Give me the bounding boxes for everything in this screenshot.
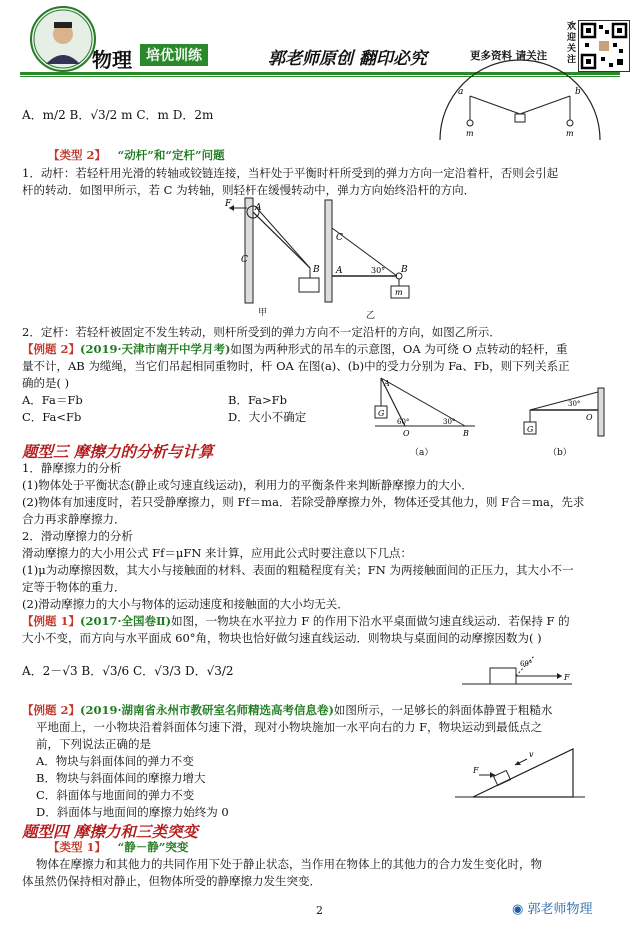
type2-label: 【类型 2】 — [48, 148, 107, 162]
ex31-stem: 如图，一物块在水平拉力 F 的作用下沿水平桌面做匀速直线运动．若保持 F 的 — [171, 614, 570, 628]
page-header — [0, 0, 640, 80]
ex31-label: 【例题 1】 — [22, 614, 81, 628]
s3-line-3a: (2)物体有加速度时，若只受静摩擦力，则 Ff＝ma．若除受静摩擦力外，物体还受其他力，则 F合＝ma，先求 — [22, 495, 585, 509]
para-moving-rod-2: 杆的转动．如图甲所示，若 C 为转轴，则轻杆在缓慢转动中，弹力方向始终沿杆的方向． — [22, 183, 476, 197]
svg-text:a: a — [458, 87, 464, 97]
type1-heading — [48, 840, 188, 855]
ex32-line1 — [22, 703, 552, 718]
example2-line1 — [22, 342, 568, 357]
figure-yi — [325, 200, 435, 310]
figure-a-label: （a） — [410, 448, 434, 458]
section-4-title: 题型四 摩擦力和三类突变 — [22, 822, 198, 841]
svg-text:30°: 30° — [443, 418, 456, 426]
para-moving-rod-1: 1．动杆：若轻杆用光滑的转轴或铰链连接，当杆处于平衡时杆所受到的弹力方向一定沿着杆，否则会引起 — [22, 166, 559, 180]
ex32-option-d: D．斜面体与地面间的摩擦力始终为 0 — [36, 805, 229, 819]
svg-text:F: F — [473, 766, 479, 775]
type1-label: 【类型 1】 — [48, 840, 107, 854]
s3-line-4: 2．滑动摩擦力的分析 — [22, 529, 133, 543]
example2-option-c: C．Fa<Fb — [22, 410, 82, 424]
s3-line-1: 1．静摩擦力的分析 — [22, 461, 122, 475]
ex31-source: (2017·全国卷Ⅱ) — [80, 614, 172, 628]
svg-text:m: m — [395, 288, 403, 297]
header-rule-thin — [20, 76, 620, 77]
ex31-options: A．2－√3 B．√3/6 C．√3/3 D．√3/2 — [22, 664, 234, 678]
ex32-line2: 平地面上，一小物块沿着斜面体匀速下滑，现对小物块施加一水平向右的力 F，物块运动到最低点之 — [36, 720, 543, 734]
header-vertical-text: 欢迎关注 — [567, 22, 577, 65]
semicircle-figure — [430, 82, 610, 142]
watermark — [512, 898, 593, 917]
section-3-title: 题型三 摩擦力的分析与计算 — [22, 442, 214, 461]
s3-line-5: 滑动摩擦力的大小用公式 Ff＝μFN 来计算，应用此公式时要注意以下几点： — [22, 546, 413, 560]
svg-text:60°: 60° — [520, 660, 533, 668]
wechat-icon: ◉ — [512, 902, 524, 917]
ex32-option-a: A．物块与斜面体间的弹力不变 — [36, 754, 194, 768]
svg-text:G: G — [527, 425, 534, 434]
example2-stem: 如图为两种形式的吊车的示意图，OA 为可绕 O 点转动的轻杆，重 — [230, 342, 568, 356]
incline-figure — [455, 745, 585, 805]
header-tag: 培优训练 — [140, 44, 208, 66]
svg-text:A: A — [336, 266, 343, 276]
ex31-line2: 大小不变，而方向与水平面成 60°角，物块也恰好做匀速直线运动．则物块与桌面间的动摩擦因数为( ) — [22, 631, 542, 645]
s3-line-6a: (1)μ为动摩擦因数，其大小与接触面的材料、表面的粗糙程度有关；FN 为两接触面间的正压力，其大小不一 — [22, 563, 574, 577]
svg-text:30°: 30° — [371, 266, 386, 275]
s3-line-3b: 合力再求静摩擦力． — [22, 512, 126, 526]
svg-text:B: B — [401, 265, 408, 275]
para-fixed-rod: 2．定杆：若轻杆被固定不发生转动，则杆所受到的弹力方向不一定沿杆的方向，如图乙所示． — [22, 325, 501, 339]
svg-text:m: m — [466, 129, 474, 138]
watermark-text: 郭老师物理 — [527, 902, 593, 917]
example2-label: 【例题 2】 — [22, 342, 81, 356]
type2-heading — [48, 148, 225, 163]
svg-text:G: G — [378, 409, 385, 418]
header-more: 更多资料 请关注 — [470, 50, 548, 62]
svg-text:b: b — [575, 87, 581, 97]
ex32-stem: 如图所示，一足够长的斜面体静置于粗糙水 — [333, 703, 553, 717]
figure-b — [520, 388, 610, 448]
portrait-icon — [32, 8, 94, 70]
svg-text:30°: 30° — [568, 400, 581, 408]
example2-option-a: A．Fa＝Fb — [22, 393, 83, 407]
ex32-line3: 前，下列说法正确的是 — [36, 737, 151, 751]
ex32-option-c: C．斜面体与地面间的弹力不变 — [36, 788, 195, 802]
svg-text:A: A — [384, 379, 390, 388]
page-number: 2 — [316, 904, 323, 917]
ex31-line1 — [22, 614, 570, 629]
svg-text:F: F — [225, 199, 232, 209]
s4-line-b: 体虽然仍保持相对静止，但物体所受的静摩擦力发生突变． — [22, 874, 321, 888]
s3-line-6b: 定等于物体的重力． — [22, 580, 126, 594]
ex32-option-b: B．物块与斜面体间的摩擦力增大 — [36, 771, 206, 785]
svg-text:B: B — [313, 265, 320, 275]
ex32-label: 【例题 2】 — [22, 703, 81, 717]
svg-text:v: v — [529, 750, 534, 759]
example2-line3: 确的是( ) — [22, 376, 70, 390]
figure-b-label: （b） — [548, 448, 572, 458]
qr-code-icon — [578, 20, 630, 72]
s4-line-a: 物体在摩擦力和其他力的共同作用下处于静止状态，当作用在物体上的其他力的合力发生变化时，物 — [36, 857, 542, 871]
type2-title: “动杆”和“定杆”问题 — [117, 148, 225, 162]
block-figure — [462, 650, 572, 690]
svg-text:A: A — [255, 203, 262, 213]
svg-text:60°: 60° — [397, 418, 410, 426]
author-avatar — [30, 6, 96, 72]
svg-text:O: O — [403, 429, 410, 438]
example2-option-d: D．大小不确定 — [228, 410, 307, 424]
svg-text:F: F — [564, 673, 570, 682]
svg-text:B: B — [463, 429, 469, 438]
ex32-source: (2019·湖南省永州市教研室名师精选高考信息卷) — [80, 703, 334, 717]
header-slogan: 郭老师原创 翻印必究 — [268, 49, 427, 69]
header-title: 物理 — [92, 48, 132, 72]
top-question-options: A．m/2 B．√3/2 m C．m D．2m — [22, 108, 214, 122]
s3-line-7: (2)滑动摩擦力的大小与物体的运动速度和接触面的大小均无关． — [22, 597, 349, 611]
header-rule — [20, 72, 620, 75]
svg-text:C: C — [336, 233, 343, 243]
s3-line-2: (1)物体处于平衡状态(静止或匀速直线运动)，利用力的平衡条件来判断静摩擦力的大小． — [22, 478, 473, 492]
figure-jia-label: 甲 — [258, 308, 268, 318]
figure-yi-label: 乙 — [366, 311, 376, 321]
example2-line2: 量不计，AB 为缆绳，当它们吊起相同重物时，杆 OA 在图(a)、(b)中的受力分别为 Fa、Fb，则下列关系正 — [22, 359, 570, 373]
figure-a — [375, 378, 475, 448]
example2-option-b: B．Fa>Fb — [228, 393, 287, 407]
example2-source: (2019·天津市南开中学月考) — [80, 342, 231, 356]
svg-text:O: O — [586, 413, 593, 422]
svg-text:C: C — [241, 255, 248, 265]
type1-title: “静－静”突变 — [117, 840, 189, 854]
svg-text:m: m — [566, 129, 574, 138]
